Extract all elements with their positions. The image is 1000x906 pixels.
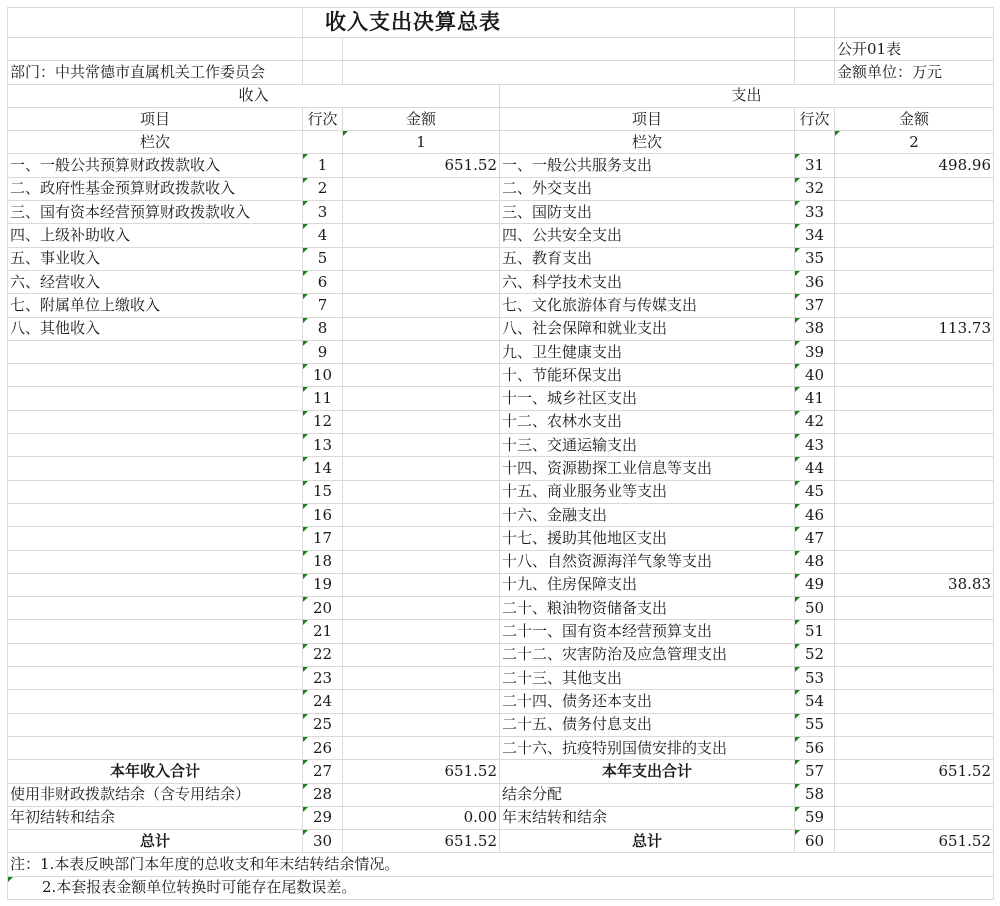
table-row [8,270,994,293]
summary-row [8,760,994,783]
expense-amount-cell[interactable] [835,177,994,200]
cell[interactable] [795,61,835,84]
expense-rowno-cell[interactable]: 48 [795,550,835,573]
income-rowno-cell[interactable]: 26 [303,736,343,759]
expense-amount-cell[interactable] [835,224,994,247]
expense-item-cell[interactable]: 十五、商业服务业等支出 [500,480,795,503]
income-amount-cell[interactable] [343,434,500,457]
income-item-cell[interactable]: 使用非财政拨款结余（含专用结余） [8,783,303,806]
income-item-cell[interactable] [8,434,303,457]
expense-item-cell[interactable]: 一、一般公共服务支出 [500,154,795,177]
expense-item-cell[interactable]: 七、文化旅游体育与传媒支出 [500,294,795,317]
income-rowno-cell[interactable]: 21 [303,620,343,643]
income-item-cell[interactable] [8,410,303,433]
cell[interactable] [303,61,343,84]
income-amount-cell[interactable] [343,294,500,317]
expense-amount-cell[interactable] [835,690,994,713]
expense-item-cell[interactable]: 二、外交支出 [500,177,795,200]
income-rowno-cell[interactable]: 23 [303,667,343,690]
expense-column-number[interactable]: 2 [835,131,994,154]
expense-rowno-cell[interactable]: 58 [795,783,835,806]
income-amount-cell[interactable] [343,247,500,270]
page-title[interactable]: 收入支出决算总表 [303,8,795,38]
income-item-cell[interactable] [8,643,303,666]
expense-amount-cell[interactable] [835,410,994,433]
table-row [8,550,994,573]
income-rowno-cell[interactable]: 25 [303,713,343,736]
expense-amount-cell[interactable] [835,294,994,317]
expense-rowno-cell[interactable]: 39 [795,340,835,363]
income-item-cell[interactable] [8,736,303,759]
cell[interactable] [343,61,795,84]
department-label[interactable]: 部门：中共常德市直属机关工作委员会 [8,61,303,84]
expense-item-cell[interactable]: 二十、粮油物资储备支出 [500,597,795,620]
expense-rowno-cell[interactable]: 50 [795,597,835,620]
income-item-header[interactable]: 项目 [8,107,303,130]
cell[interactable] [303,131,343,154]
income-amount-cell[interactable]: 651.52 [343,830,500,853]
expense-amount-cell[interactable]: 38.83 [835,573,994,596]
income-amount-cell[interactable] [343,387,500,410]
expense-rowno-cell[interactable]: 55 [795,713,835,736]
expense-amount-header[interactable]: 金额 [835,107,994,130]
income-rowno-cell[interactable]: 16 [303,503,343,526]
income-item-cell[interactable]: 总计 [8,830,303,853]
table-row [8,387,994,410]
expense-item-cell[interactable]: 四、公共安全支出 [500,224,795,247]
cell[interactable] [795,8,835,38]
expense-rowno-cell[interactable]: 46 [795,503,835,526]
table-row [8,457,994,480]
expense-item-cell[interactable]: 十四、资源勘探工业信息等支出 [500,457,795,480]
expense-item-cell[interactable]: 二十三、其他支出 [500,667,795,690]
expense-item-cell[interactable]: 二十二、灾害防治及应急管理支出 [500,643,795,666]
income-amount-cell[interactable] [343,620,500,643]
table-row [8,317,994,340]
expense-item-cell[interactable]: 十八、自然资源海洋气象等支出 [500,550,795,573]
table-row [8,201,994,224]
income-amount-cell[interactable] [343,364,500,387]
expense-item-cell[interactable]: 十、节能环保支出 [500,364,795,387]
expense-amount-cell[interactable] [835,387,994,410]
expense-rowno-cell[interactable]: 53 [795,667,835,690]
income-item-cell[interactable]: 本年收入合计 [8,760,303,783]
expense-item-cell[interactable]: 五、教育支出 [500,247,795,270]
income-amount-cell[interactable] [343,690,500,713]
expense-rowno-cell[interactable]: 36 [795,270,835,293]
income-rowno-cell[interactable]: 12 [303,410,343,433]
note-row [8,853,994,876]
income-amount-cell[interactable] [343,457,500,480]
expense-rowno-cell[interactable]: 52 [795,643,835,666]
income-column-number[interactable]: 1 [343,131,500,154]
income-amount-cell[interactable] [343,270,500,293]
expense-rowno-cell[interactable]: 59 [795,806,835,829]
cell[interactable] [835,8,994,38]
expense-amount-cell[interactable]: 113.73 [835,317,994,340]
note-text[interactable]: 2.本套报表金额单位转换时可能存在尾数误差。 [8,876,994,899]
income-rowno-cell[interactable]: 3 [303,201,343,224]
income-item-cell[interactable]: 四、上级补助收入 [8,224,303,247]
expense-amount-cell[interactable] [835,736,994,759]
income-rowno-cell[interactable]: 22 [303,643,343,666]
spreadsheet [7,7,993,900]
expense-rowno-cell[interactable]: 32 [795,177,835,200]
table-row [8,154,994,177]
income-item-cell[interactable] [8,713,303,736]
expense-item-cell[interactable]: 年末结转和结余 [500,806,795,829]
income-amount-cell[interactable] [343,410,500,433]
table-row [8,667,994,690]
income-item-cell[interactable] [8,340,303,363]
income-rowno-cell[interactable]: 14 [303,457,343,480]
cell[interactable] [8,38,303,61]
income-item-cell[interactable] [8,597,303,620]
table-row [8,503,994,526]
note-text[interactable]: 注：1.本表反映部门本年度的总收支和年末结转结余情况。 [8,853,994,876]
expense-item-cell[interactable]: 十六、金融支出 [500,503,795,526]
summary-row [8,783,994,806]
expense-amount-cell[interactable] [835,643,994,666]
table-row [8,713,994,736]
table-row [8,364,994,387]
expense-rowno-cell[interactable]: 35 [795,247,835,270]
expense-item-cell[interactable]: 二十五、债务付息支出 [500,713,795,736]
expense-amount-cell[interactable] [835,597,994,620]
income-item-cell[interactable]: 五、事业收入 [8,247,303,270]
expense-rowno-cell[interactable]: 45 [795,480,835,503]
table-row [8,247,994,270]
table-row [8,736,994,759]
table-row [8,573,994,596]
expense-rowno-cell[interactable]: 41 [795,387,835,410]
expense-rowno-cell[interactable]: 31 [795,154,835,177]
income-rowno-cell[interactable]: 20 [303,597,343,620]
income-rowno-cell[interactable]: 4 [303,224,343,247]
income-item-cell[interactable]: 二、政府性基金预算财政拨款收入 [8,177,303,200]
expense-rowno-cell[interactable]: 43 [795,434,835,457]
income-item-cell[interactable]: 六、经营收入 [8,270,303,293]
expense-item-cell[interactable]: 结余分配 [500,783,795,806]
income-rowno-cell[interactable]: 10 [303,364,343,387]
table-row [8,177,994,200]
income-section-header[interactable]: 收入 [8,84,500,107]
table-row [8,527,994,550]
summary-row [8,806,994,829]
income-amount-cell[interactable] [343,573,500,596]
income-amount-cell[interactable] [343,736,500,759]
income-rowno-cell[interactable]: 28 [303,783,343,806]
income-rowno-cell[interactable]: 13 [303,434,343,457]
income-rowno-cell[interactable]: 8 [303,317,343,340]
income-rowno-header[interactable]: 行次 [303,107,343,130]
expense-section-header[interactable]: 支出 [500,84,994,107]
table-row [8,690,994,713]
income-amount-cell[interactable] [343,783,500,806]
income-item-cell[interactable] [8,527,303,550]
income-amount-cell[interactable] [343,643,500,666]
cell[interactable] [303,38,343,61]
expense-rowno-cell[interactable]: 60 [795,830,835,853]
expense-item-cell[interactable]: 二十四、债务还本支出 [500,690,795,713]
expense-item-cell[interactable]: 十一、城乡社区支出 [500,387,795,410]
income-item-cell[interactable] [8,364,303,387]
expense-amount-cell[interactable] [835,480,994,503]
expense-amount-cell[interactable] [835,270,994,293]
cell[interactable] [795,38,835,61]
income-item-cell[interactable] [8,457,303,480]
expense-amount-cell[interactable] [835,783,994,806]
expense-amount-cell[interactable]: 498.96 [835,154,994,177]
income-rowno-cell[interactable]: 29 [303,806,343,829]
income-rowno-cell[interactable]: 30 [303,830,343,853]
expense-amount-cell[interactable] [835,503,994,526]
expense-rowno-cell[interactable]: 54 [795,690,835,713]
expense-rowno-cell[interactable]: 33 [795,201,835,224]
income-rowno-cell[interactable]: 5 [303,247,343,270]
income-rowno-cell[interactable]: 9 [303,340,343,363]
income-item-cell[interactable]: 七、附属单位上缴收入 [8,294,303,317]
expense-item-cell[interactable]: 九、卫生健康支出 [500,340,795,363]
table-row [8,643,994,666]
table-row [8,410,994,433]
income-item-cell[interactable] [8,667,303,690]
table-row [8,620,994,643]
income-amount-cell[interactable]: 0.00 [343,806,500,829]
expense-item-cell[interactable]: 本年支出合计 [500,760,795,783]
table-row [8,434,994,457]
expense-rowno-cell[interactable]: 49 [795,573,835,596]
expense-item-cell[interactable]: 二十六、抗疫特别国债安排的支出 [500,736,795,759]
expense-item-cell[interactable]: 八、社会保障和就业支出 [500,317,795,340]
expense-item-cell[interactable]: 六、科学技术支出 [500,270,795,293]
table-row [8,294,994,317]
cell[interactable] [8,8,303,38]
note-row [8,876,994,899]
expense-item-cell[interactable]: 总计 [500,830,795,853]
income-expense-table [7,7,994,900]
expense-amount-cell[interactable]: 651.52 [835,830,994,853]
income-item-cell[interactable] [8,480,303,503]
table-row [8,480,994,503]
cell[interactable] [343,38,795,61]
expense-amount-cell[interactable] [835,806,994,829]
expense-amount-cell[interactable] [835,527,994,550]
expense-amount-cell[interactable] [835,550,994,573]
expense-rowno-cell[interactable]: 42 [795,410,835,433]
income-amount-cell[interactable] [343,713,500,736]
income-item-cell[interactable]: 八、其他收入 [8,317,303,340]
income-rowno-cell[interactable]: 2 [303,177,343,200]
income-item-cell[interactable] [8,550,303,573]
expense-amount-cell[interactable] [835,667,994,690]
income-amount-cell[interactable] [343,340,500,363]
income-rowno-cell[interactable]: 17 [303,527,343,550]
income-item-cell[interactable] [8,503,303,526]
income-amount-cell[interactable]: 651.52 [343,760,500,783]
cell[interactable] [795,131,835,154]
expense-rowno-cell[interactable]: 38 [795,317,835,340]
expense-rowno-cell[interactable]: 40 [795,364,835,387]
income-rowno-cell[interactable]: 6 [303,270,343,293]
income-amount-cell[interactable] [343,201,500,224]
expense-rowno-cell[interactable]: 44 [795,457,835,480]
expense-item-cell[interactable]: 十二、农林水支出 [500,410,795,433]
expense-amount-cell[interactable] [835,457,994,480]
income-item-cell[interactable] [8,690,303,713]
income-rowno-cell[interactable]: 18 [303,550,343,573]
income-column-label[interactable]: 栏次 [8,131,303,154]
expense-amount-cell[interactable] [835,713,994,736]
income-rowno-cell[interactable]: 24 [303,690,343,713]
income-amount-cell[interactable] [343,550,500,573]
income-item-cell[interactable] [8,387,303,410]
expense-rowno-cell[interactable]: 37 [795,294,835,317]
expense-amount-cell[interactable] [835,434,994,457]
income-amount-cell[interactable] [343,177,500,200]
expense-amount-cell[interactable] [835,620,994,643]
table-row [8,340,994,363]
expense-amount-cell[interactable] [835,340,994,363]
income-amount-header[interactable]: 金额 [343,107,500,130]
income-rowno-cell[interactable]: 1 [303,154,343,177]
income-amount-cell[interactable]: 651.52 [343,154,500,177]
summary-row [8,830,994,853]
table-row [8,597,994,620]
expense-item-cell[interactable]: 二十一、国有资本经营预算支出 [500,620,795,643]
form-number[interactable]: 公开01表 [835,38,994,61]
income-amount-cell[interactable] [343,597,500,620]
expense-item-cell[interactable]: 十七、援助其他地区支出 [500,527,795,550]
income-item-cell[interactable]: 三、国有资本经营预算财政拨款收入 [8,201,303,224]
expense-rowno-cell[interactable]: 57 [795,760,835,783]
expense-amount-cell[interactable] [835,364,994,387]
income-item-cell[interactable] [8,573,303,596]
expense-amount-cell[interactable] [835,247,994,270]
income-rowno-cell[interactable]: 27 [303,760,343,783]
table-row [8,224,994,247]
income-amount-cell[interactable] [343,503,500,526]
expense-item-cell[interactable]: 十九、住房保障支出 [500,573,795,596]
income-rowno-cell[interactable]: 15 [303,480,343,503]
income-amount-cell[interactable] [343,667,500,690]
expense-item-header[interactable]: 项目 [500,107,795,130]
income-item-cell[interactable] [8,620,303,643]
income-rowno-cell[interactable]: 11 [303,387,343,410]
expense-rowno-header[interactable]: 行次 [795,107,835,130]
expense-item-cell[interactable]: 三、国防支出 [500,201,795,224]
income-rowno-cell[interactable]: 7 [303,294,343,317]
income-amount-cell[interactable] [343,317,500,340]
income-amount-cell[interactable] [343,224,500,247]
unit-label[interactable]: 金额单位：万元 [835,61,994,84]
expense-rowno-cell[interactable]: 51 [795,620,835,643]
expense-rowno-cell[interactable]: 34 [795,224,835,247]
income-item-cell[interactable]: 一、一般公共预算财政拨款收入 [8,154,303,177]
expense-rowno-cell[interactable]: 56 [795,736,835,759]
expense-column-label[interactable]: 栏次 [500,131,795,154]
expense-amount-cell[interactable] [835,201,994,224]
expense-amount-cell[interactable]: 651.52 [835,760,994,783]
expense-rowno-cell[interactable]: 47 [795,527,835,550]
expense-item-cell[interactable]: 十三、交通运输支出 [500,434,795,457]
income-item-cell[interactable]: 年初结转和结余 [8,806,303,829]
income-amount-cell[interactable] [343,527,500,550]
income-amount-cell[interactable] [343,480,500,503]
income-rowno-cell[interactable]: 19 [303,573,343,596]
